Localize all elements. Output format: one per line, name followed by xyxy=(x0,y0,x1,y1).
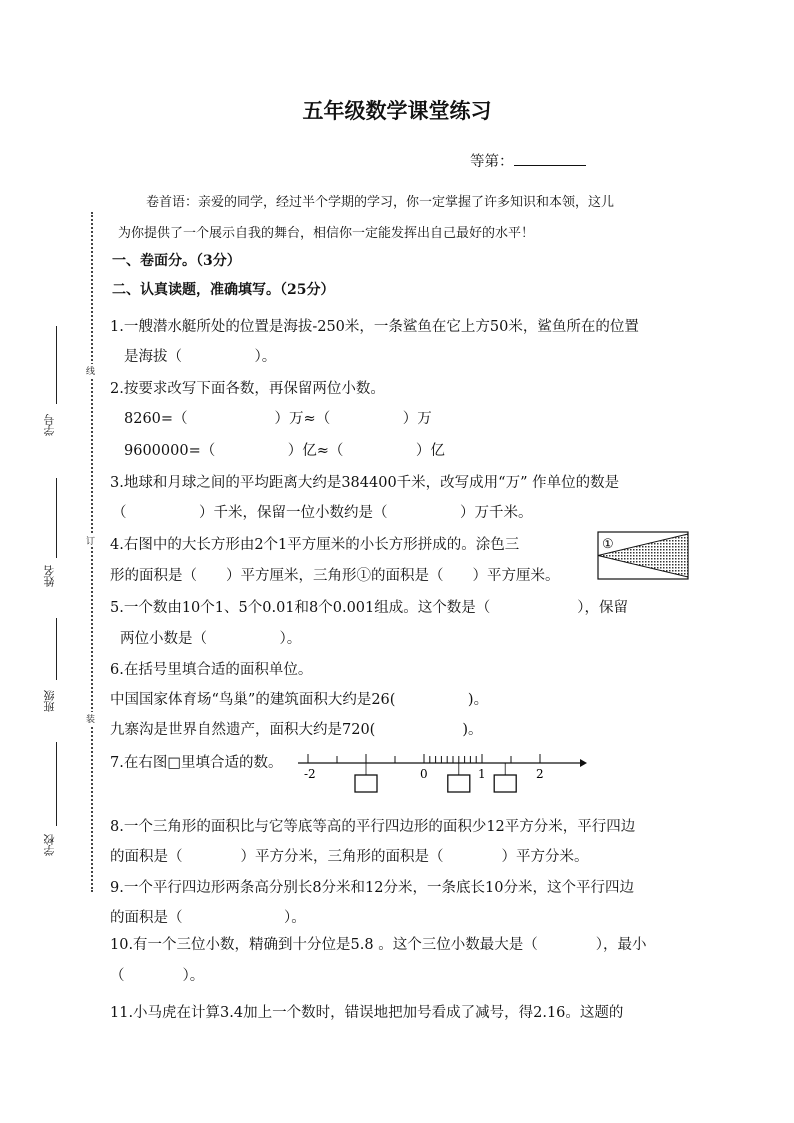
tick-label: 0 xyxy=(420,767,428,781)
binding-dotted-line xyxy=(91,212,93,892)
section-2-heading: 二、认真读题，准确填写。（25分） xyxy=(112,282,335,298)
q4-line-1: 4.右图中的大长方形由2个1平方厘米的小长方形拼成的。涂色三 xyxy=(110,537,520,553)
seal-char-order: 订 xyxy=(86,534,95,547)
grade-label: 等第： xyxy=(470,154,514,170)
tick-label: 2 xyxy=(536,767,544,781)
tick-label: -2 xyxy=(304,767,316,781)
name-line[interactable] xyxy=(56,478,57,558)
student-id-line[interactable] xyxy=(56,326,57,404)
q2-line-3: 9600000=（ ）亿≈（ ）亿 xyxy=(124,443,445,459)
section-1-heading: 一、卷面分。（3分） xyxy=(112,253,241,269)
tick-label: 1 xyxy=(478,767,486,781)
number-line-figure xyxy=(296,746,588,800)
seal-char-line: 线 xyxy=(86,364,95,377)
grade-blank[interactable] xyxy=(514,151,586,166)
number-line xyxy=(298,754,587,792)
class-label: 班级 xyxy=(43,690,56,712)
student-id-label: 学号 xyxy=(43,414,56,436)
q5-line-2: 两位小数是（ ）。 xyxy=(120,631,302,647)
q8-line-1: 8.一个三角形的面积比与它等底等高的平行四边形的面积少12平方分米，平行四边 xyxy=(110,819,636,835)
q7-line-1: 7.在右图□里填合适的数。 xyxy=(110,755,283,771)
school-label: 学校 xyxy=(43,834,56,856)
q11-line-1: 11.小马虎在计算3.4加上一个数时，错误地把加号看成了减号，得2.16。这题的 xyxy=(110,1005,624,1021)
grade-field xyxy=(470,150,586,171)
q2-line-1: 2.按要求改写下面各数，再保留两位小数。 xyxy=(110,381,385,397)
q1-line-2: 是海拔（ ）。 xyxy=(124,349,277,365)
axis-arrow xyxy=(580,759,587,767)
q9-line-1: 9.一个平行四边形两条高分别长8分米和12分米，一条底长10分米，这个平行四边 xyxy=(110,880,634,896)
q9-line-2: 的面积是（ ）。 xyxy=(110,910,306,926)
q1-line-1: 1.一艘潜水艇所处的位置是海拔-250米，一条鲨鱼在它上方50米，鲨鱼所在的位置 xyxy=(110,319,639,335)
q10-line-1: 10.有一个三位小数，精确到十分位是5.8 。这个三位小数最大是（ ），最小 xyxy=(110,937,647,953)
q6-line-2: 中国国家体育场“鸟巢”的建筑面积大约是26( )。 xyxy=(110,692,489,708)
q5-line-1: 5.一个数由10个1、5个0.01和8个0.001组成。这个数是（ ），保留 xyxy=(110,600,629,616)
q6-line-3: 九寨沟是世界自然遗产，面积大约是720( )。 xyxy=(110,722,483,738)
q10-line-2: （ ）。 xyxy=(110,968,205,984)
seal-char-bind: 装 xyxy=(86,712,95,725)
q3-line-2: （ ）千米，保留一位小数约是（ ）万千米。 xyxy=(112,505,533,521)
q6-line-1: 6.在括号里填合适的面积单位。 xyxy=(110,662,313,678)
school-line[interactable] xyxy=(56,742,57,826)
intro-line-2: 为你提供了一个展示自我的舞台，相信你一定能发挥出自己最好的水平！ xyxy=(118,226,535,241)
answer-box-3 xyxy=(494,775,516,792)
name-label: 姓名 xyxy=(43,565,56,587)
rectangle-triangle-figure xyxy=(597,531,689,581)
q2-line-2: 8260=（ ）万≈（ ）万 xyxy=(124,411,432,427)
q8-line-2: 的面积是（ ）平方分米，三角形的面积是（ ）平方分米。 xyxy=(110,849,589,865)
class-line[interactable] xyxy=(56,618,57,680)
triangle-1-label: ① xyxy=(602,537,614,552)
q4-line-2: 形的面积是（ ）平方厘米，三角形①的面积是（ ）平方厘米。 xyxy=(110,568,560,584)
page-title: 五年级数学课堂练习 xyxy=(302,98,492,123)
answer-box-1 xyxy=(355,775,377,792)
answer-box-2 xyxy=(448,775,470,792)
q3-line-1: 3.地球和月球之间的平均距离大约是384400千米，改写成用“万” 作单位的数是 xyxy=(110,475,620,491)
intro-line-1: 卷首语：亲爱的同学，经过半个学期的学习，你一定掌握了许多知识和本领，这儿 xyxy=(146,195,615,210)
